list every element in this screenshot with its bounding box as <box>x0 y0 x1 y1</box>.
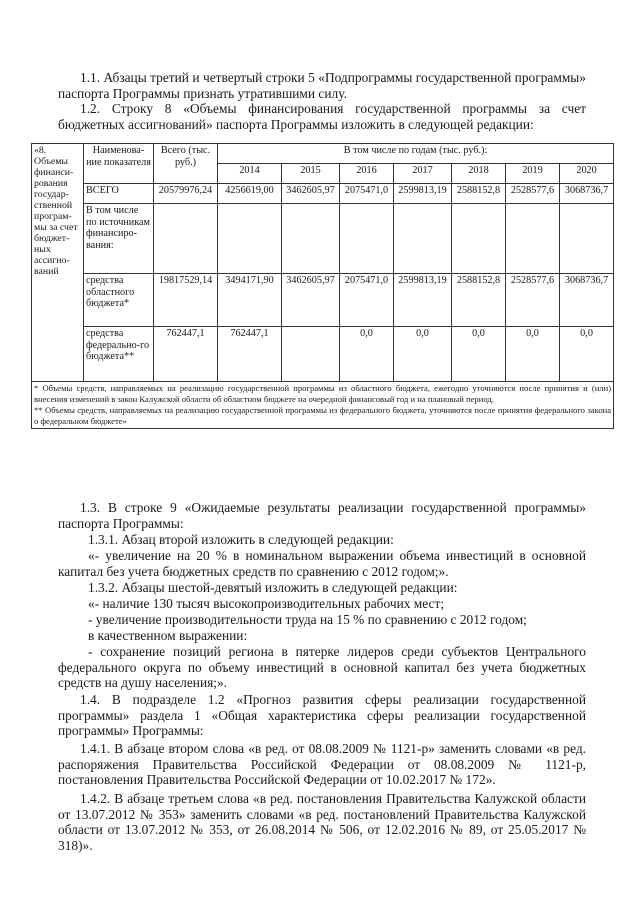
table-cell-total <box>154 204 218 274</box>
table-row-name: В том числе по источникам финансиро-вания: <box>84 204 154 274</box>
table-cell: 2599813,19 <box>394 274 452 327</box>
table-cell: 2075471,0 <box>340 184 394 204</box>
table-cell: 2528577,6 <box>506 184 560 204</box>
table-row <box>32 184 614 204</box>
table-header-year: 2016 <box>340 164 394 184</box>
footnote-regional: * Объемы средств, направляемых на реализацию государственной программы из областного бюджета, ежегодно уточняются после принятия и (или) внесения изменений в закон Калужской области об областном бюджете на очередной финансовый год и на плановый период. <box>34 383 612 404</box>
table-cell <box>282 204 340 274</box>
table-cell: 4256619,00 <box>218 184 282 204</box>
paragraph-1-2: 1.2. Строку 8 «Объемы финансирования государственной программы за счет бюджетных ассигнований» паспорта Программы изложить в следующей редакции: <box>58 101 586 132</box>
table-row <box>32 327 614 382</box>
paragraph-1-4: 1.4. В подразделе 1.2 «Прогноз развития сферы реализации государственной программы» раздела 1 «Общая характеристика сферы реализации государственной программы» Программы: <box>58 692 586 738</box>
paragraph-1-3-1: 1.3.1. Абзац второй изложить в следующей редакции: <box>88 532 394 547</box>
paragraph-1-3-2-a: «- наличие 130 тысяч высокопроизводительных рабочих мест; <box>88 596 445 611</box>
table-cell: 3068736,7 <box>560 274 614 327</box>
paragraph-1-3: 1.3. В строке 9 «Ожидаемые результаты реализации государственной программы» паспорта Программы: <box>58 500 586 531</box>
table-header-total: Всего (тыс. руб.) <box>154 144 218 184</box>
table-cell: 0,0 <box>452 327 506 382</box>
footnote-federal: ** Объемы средств, направляемых на реализацию государственной программы из федерального бюджета, уточняются после принятия федерального закона о федеральном бюджете» <box>34 405 612 426</box>
table-cell-total: 20579976,24 <box>154 184 218 204</box>
table-row-label: «8. Объемы финанси-рования государ-ственной програм-мы за счет бюджет-ных ассигно-ваний <box>32 144 84 382</box>
paragraph-1-3-2: 1.3.2. Абзацы шестой-девятый изложить в следующей редакции: <box>88 580 458 595</box>
table-row <box>32 204 614 274</box>
table-cell: 762447,1 <box>218 327 282 382</box>
table-row-name: ВСЕГО <box>84 184 154 204</box>
table-cell-total: 762447,1 <box>154 327 218 382</box>
table-header-name: Наименова-ние показателя <box>84 144 154 184</box>
paragraph-1-4-1: 1.4.1. В абзаце втором слова «в ред. от 08.08.2009 № 1121-р» заменить словами «в ред. распоряжения Правительства Российской Федерации от 08.08.2009 № 1121-р, постановления Правительства Российской Федерации от 10.02.2017 № 172». <box>58 741 586 787</box>
table-cell <box>506 204 560 274</box>
table-cell <box>218 204 282 274</box>
table-cell: 3068736,7 <box>560 184 614 204</box>
table-cell: 2588152,8 <box>452 274 506 327</box>
paragraph-1-3-2-c: в качественном выражении: <box>88 628 248 643</box>
table-cell: 3462605,97 <box>282 184 340 204</box>
table-cell: 0,0 <box>560 327 614 382</box>
table-row-name: средства областного бюджета* <box>84 274 154 327</box>
table-cell: 0,0 <box>506 327 560 382</box>
table-header-year: 2018 <box>452 164 506 184</box>
table-header-year: 2020 <box>560 164 614 184</box>
table-footnotes <box>32 382 614 429</box>
table-cell: 0,0 <box>340 327 394 382</box>
table-cell <box>394 204 452 274</box>
table-cell: 3494171,90 <box>218 274 282 327</box>
table-cell: 3462605,97 <box>282 274 340 327</box>
table-cell: 2075471,0 <box>340 274 394 327</box>
paragraph-1-3-2-d: - сохранение позиций региона в пятерке лидеров среди субъектов Центрального федерального округа по объему инвестиций в основной капитал без учета бюджетных средств на душу населения;». <box>58 644 586 690</box>
table-header-years-group: В том числе по годам (тыс. руб.): <box>218 144 614 164</box>
table-cell: 2588152,8 <box>452 184 506 204</box>
table-cell <box>282 327 340 382</box>
table-cell: 2599813,19 <box>394 184 452 204</box>
paragraph-1-3-1-text: «- увеличение на 20 % в номинальном выражении объема инвестиций в основной капитал без учета бюджетных средств по сравнению с 2012 годом;». <box>58 548 586 579</box>
paragraph-1-3-2-b: - увеличение производительности труда на 15 % по сравнению с 2012 годом; <box>88 612 527 627</box>
table-row <box>32 274 614 327</box>
table-row-name: средства федерально-го бюджета** <box>84 327 154 382</box>
table-header-year: 2017 <box>394 164 452 184</box>
table-cell <box>452 204 506 274</box>
table-cell: 2528577,6 <box>506 274 560 327</box>
table-cell <box>560 204 614 274</box>
table-cell <box>340 204 394 274</box>
paragraph-1-4-2: 1.4.2. В абзаце третьем слова «в ред. постановления Правительства Калужской области от 13.07.2012 № 353» заменить словами «в ред. постановлений Правительства Калужской области от 13.07.2012 № 353, от 26.08.2014 № 506, от 12.02.2016 № 89, от 25.05.2017 № 318)». <box>58 791 586 853</box>
table-cell: 0,0 <box>394 327 452 382</box>
table-header-year: 2014 <box>218 164 282 184</box>
table-header-year: 2015 <box>282 164 340 184</box>
financing-table <box>31 143 614 429</box>
table-header-year: 2019 <box>506 164 560 184</box>
paragraph-1-1: 1.1. Абзацы третий и четвертый строки 5 «Подпрограммы государственной программы» паспорта Программы признать утратившими силу. <box>58 70 586 101</box>
table-cell-total: 19817529,14 <box>154 274 218 327</box>
